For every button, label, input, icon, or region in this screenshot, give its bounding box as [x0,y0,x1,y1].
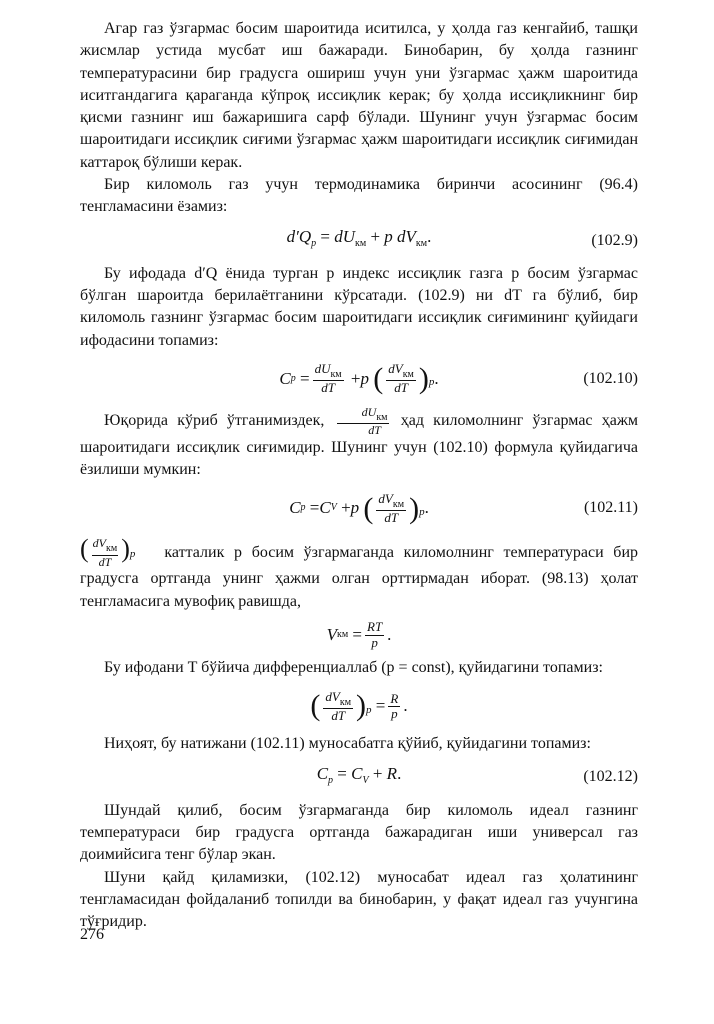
equation-102-9-formula: $d'Q_p = dU_{км} + p$ $dV_{км}$. [286,227,432,250]
equation-102-11 [80,482,638,536]
equation-102-11-formula: C p = C V + p ( $\frac{dV_{км}}{dT}$ ) p . [289,490,429,525]
paragraph-5: ( $\frac{dV_{км}}{dT}$ )p катталик p босим ўзгармаганда киломолнинг температураси бир градусга ортганда унинг ҳажми олган орттирмадан иборат. (98.13) ҳолат тенгламасига мувофиқ равишда, [80,533,639,610]
equation-102-10-formula: C p = $\frac{dU_{км}}{dT}$ + p ( $\frac{dV_{км}}{dT}$ ) p . [279,361,439,396]
equation-vkm-formula: V км = $\frac{RT}{p}$ . [326,619,392,650]
paragraph-8: Шундай қилиб, босим ўзгармаганда бир киломоль идеал газнинг температураси бир градусга ортганда бажарадиган иши универсал газ доимийсига тенг бўлар экан. [80,801,638,864]
page-number: 276 [80,926,104,943]
paragraph-5-text: катталик p босим ўзгармаганда киломолнинг температураси бир градусга ортганда унинг ҳажми олган орттирмадан иборат. (98.13) ҳолат тенгламасига мувофиқ равишда, [80,543,639,610]
paragraph-4-lead: Юқорида кўриб ўтганимиздек, [104,412,325,430]
equation-102-12 [80,756,638,800]
equation-dv-dt [80,679,638,733]
paragraph-2: Бир киломоль газ учун термодинамика биринчи асосининг (96.4) тенгламасини ёзамиз: [80,176,638,216]
equation-102-11-number: (102.11) [583,499,638,517]
equation-vkm [80,613,638,657]
paragraph-4-rest: ҳад киломолнинг ўзгармас ҳажм шароитидаги иссиқлик сиғимидир. Шунинг учун (102.10) формула қуйидагича ёзилиши мумкин: [80,412,639,479]
equation-102-9-number: (102.9) [591,231,638,249]
paragraph-6: Бу ифодани T бўйича дифференциаллаб (p = const), қуйидагини топамиз: [104,659,603,677]
paragraph-4 [80,406,638,482]
equation-102-12-number: (102.12) [583,768,638,786]
equation-102-10 [80,352,638,406]
inline-fraction-dV-dT: $\frac{dV_{км}}{dT}$ [92,536,118,569]
equation-102-10-number: (102.10) [583,369,638,387]
paragraph-7: Ниҳоят, бу натижани (102.11) муносабатга қўйиб, қуйидагини топамиз: [104,735,591,753]
paragraph-3: Бу ифодада d′Q ёнида турган p индекс иссиқлик газга p босим ўзгармас бўлган шароитда берилаётганини кўрсатади. (102.9) ни dT га бўлиб, бир киломоль газнинг ўзгармас босим шароитидаги иссиқлик сиғимининг қуйидаги ифодасини топамиз: [80,264,638,349]
equation-102-9 [80,219,638,263]
paragraph-9: Шуни қайд қиламизки, (102.12) муносабат идеал газ ҳолатининг тенгламасидан фойдаланиб топилди ва бинобарин, у фақат идеал газ учунгина тўғридир. [80,868,638,931]
equation-dv-dt-formula: ( $\frac{dV_{км}}{dT}$ ) p = $\frac{R}{p}$ . [310,688,408,723]
equation-102-12-formula: $C_p = C_V + R$. [316,763,402,786]
page-body [80,18,638,933]
paragraph-1: Агар газ ўзгармас босим шароитида иситилса, у ҳолда газ кенгайиб, ташқи жисмлар устида мусбат иш бажаради. Бинобарин, бу ҳолда газнинг температурасини бир градусга ошириш учун уни ўзгармас ҳажм шароитида иситгандагига қараганда кўпроқ иссиқлик керак; бу ҳолда иссиқликнинг бир қисми газнинг иш бажаришига сарф бўлади. Шунинг учун ўзгармас босим шароитидаги иссиқлик сиғими ўзгармас ҳажм шароитидаги иссиқлик сиғимидан каттароқ бўлиши керак. [80,20,638,171]
inline-fraction-dU-dT: $\frac{dU_{км}}{dT}$ [337,406,389,437]
